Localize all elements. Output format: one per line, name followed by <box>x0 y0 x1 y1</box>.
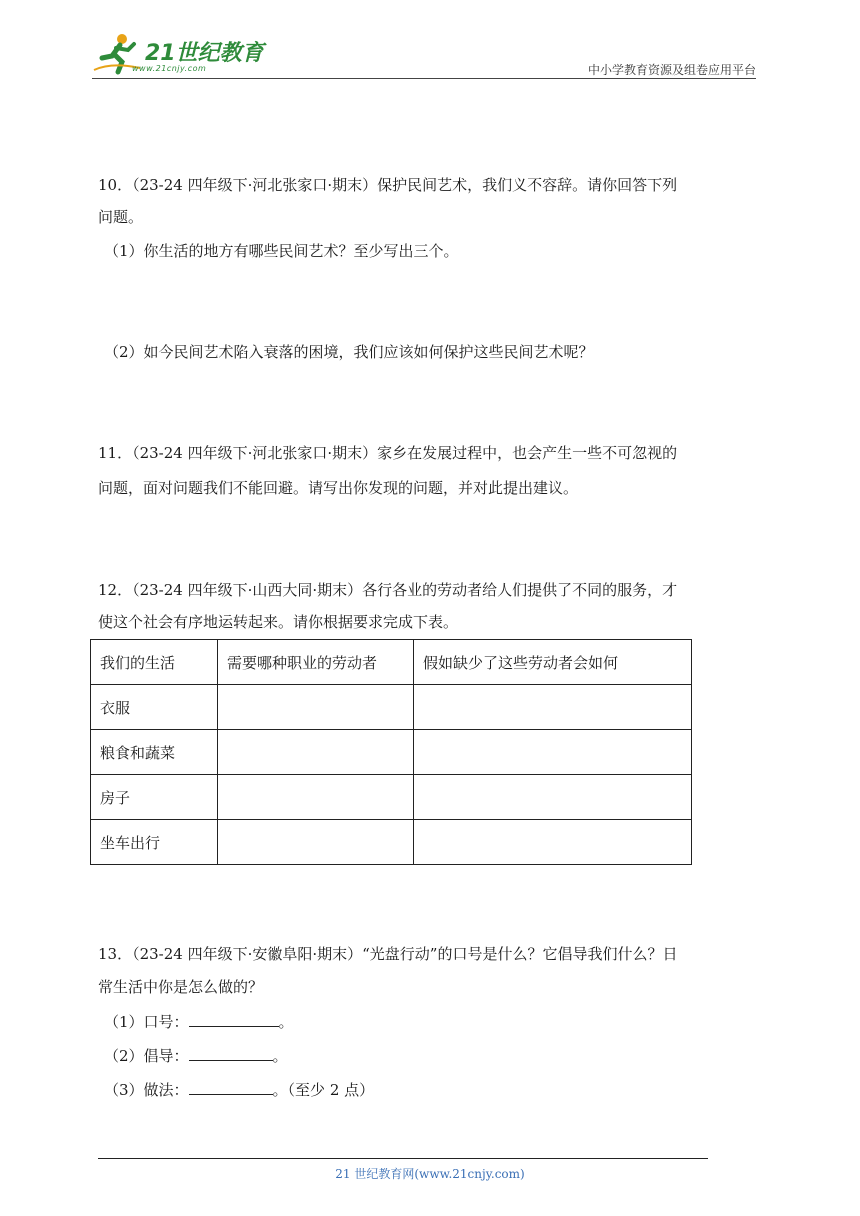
table-header-row <box>91 640 692 685</box>
q12-stem-line2: 使这个社会有序地运转起来。请你根据要求完成下表。 <box>98 613 459 631</box>
q11-stem-line2: 问题，面对问题我们不能回避。请写出你发现的问题，并对此提出建议。 <box>98 479 579 497</box>
table-row <box>91 685 692 730</box>
q10-subquestion-1: （1）你生活的地方有哪些民间艺术？至少写出三个。 <box>104 242 459 260</box>
advocacy-end: 。 <box>272 1047 288 1065</box>
advocacy-label: （2）倡导： <box>104 1047 189 1065</box>
logo-url: www.21cnjy.com <box>132 64 207 73</box>
answer-cell[interactable] <box>218 685 414 730</box>
answer-cell[interactable] <box>414 730 692 775</box>
answer-cell[interactable] <box>414 685 692 730</box>
table-row-label: 粮食和蔬菜 <box>91 730 218 775</box>
slogan-blank[interactable] <box>189 1012 279 1027</box>
practice-end: 。（至少 2 点） <box>272 1081 375 1099</box>
advocacy-blank[interactable] <box>189 1046 273 1061</box>
answer-cell[interactable] <box>414 775 692 820</box>
table-row <box>91 775 692 820</box>
q10-stem-line2: 问题。 <box>98 208 144 226</box>
practice-label: （3）做法： <box>104 1081 189 1099</box>
site-logo <box>92 32 267 78</box>
q12-table <box>90 639 692 865</box>
logo-text: 21世纪教育 <box>145 41 264 66</box>
table-row <box>91 730 692 775</box>
q13-subquestion-3 <box>104 1080 374 1100</box>
table-row-label: 房子 <box>91 775 218 820</box>
answer-cell[interactable] <box>218 775 414 820</box>
q12-stem-line1: 12．（23-24 四年级下·山西大同·期末）各行各业的劳动者给人们提供了不同的服务，才 <box>98 581 678 599</box>
q10-stem-line1: 10．（23-24 四年级下·河北张家口·期末）保护民间艺术，我们义不容辞。请你回答下列 <box>98 176 678 194</box>
answer-cell[interactable] <box>414 820 692 865</box>
footer-divider <box>98 1158 708 1159</box>
table-header-cell: 假如缺少了这些劳动者会如何 <box>414 640 692 685</box>
table-row-label: 坐车出行 <box>91 820 218 865</box>
slogan-label: （1）口号： <box>104 1013 189 1031</box>
footer-link[interactable]: 21 世纪教育网(www.21cnjy.com) <box>335 1167 525 1181</box>
table-row-label: 衣服 <box>91 685 218 730</box>
table-header-cell: 我们的生活 <box>91 640 218 685</box>
q11-stem-line1: 11．（23-24 四年级下·河北张家口·期末）家乡在发展过程中，也会产生一些不可忽视的 <box>98 444 678 462</box>
q13-subquestion-1 <box>104 1012 294 1032</box>
slogan-end: 。 <box>278 1013 294 1031</box>
table-row <box>91 820 692 865</box>
table-header-cell: 需要哪种职业的劳动者 <box>218 640 414 685</box>
answer-cell[interactable] <box>218 820 414 865</box>
q13-stem-line2: 常生活中你是怎么做的？ <box>98 978 264 996</box>
q13-stem-line1: 13．（23-24 四年级下·安徽阜阳·期末）“光盘行动”的口号是什么？它倡导我们什么？日 <box>98 945 678 963</box>
q13-subquestion-2 <box>104 1046 288 1066</box>
q10-subquestion-2: （2）如今民间艺术陷入衰落的困境，我们应该如何保护这些民间艺术呢？ <box>104 343 594 361</box>
platform-name: 中小学教育资源及组卷应用平台 <box>587 63 756 77</box>
practice-blank[interactable] <box>189 1080 273 1095</box>
answer-cell[interactable] <box>218 730 414 775</box>
header-divider <box>92 78 756 79</box>
